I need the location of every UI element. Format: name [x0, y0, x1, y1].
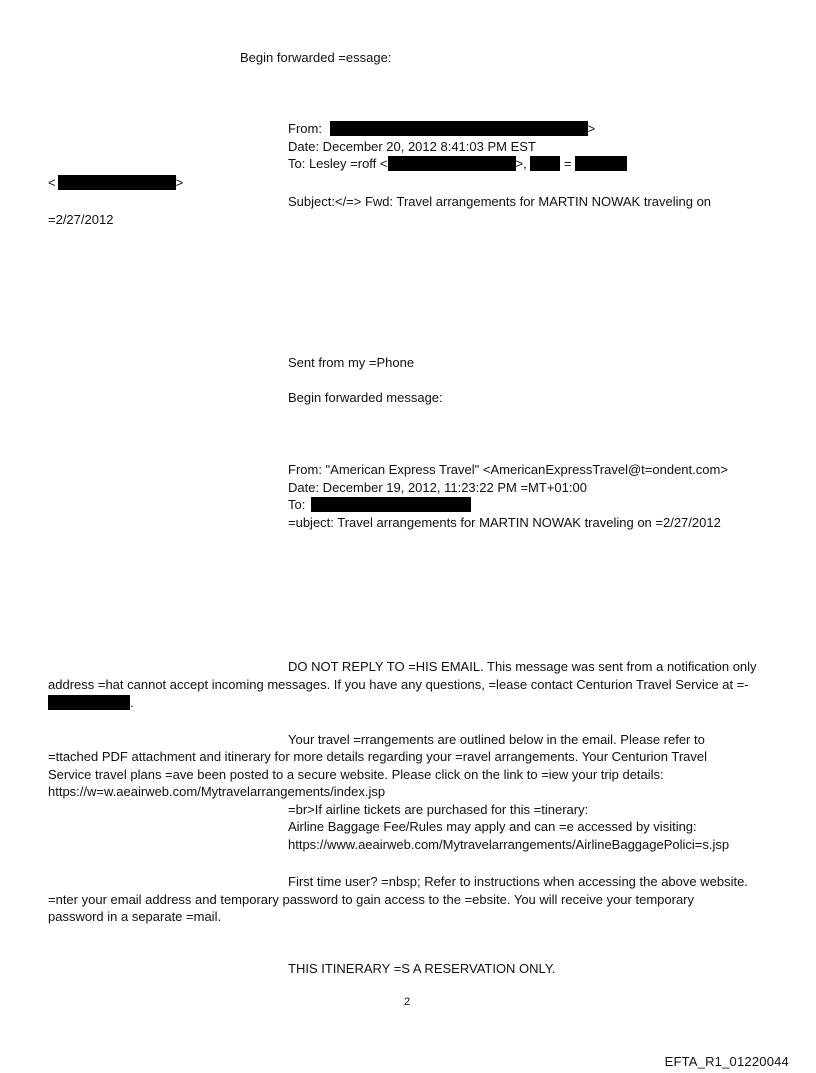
first-to-continuation [48, 175, 183, 191]
second-forward-header: Begin forwarded message: [288, 390, 443, 405]
redaction-bar [388, 156, 516, 171]
to-cont-close: > [175, 175, 184, 190]
first-date-line: Date: December 20, 2012 8:41:03 PM EST [288, 139, 536, 154]
body-line-6: Airline Baggage Fee/Rules may apply and can =e accessed by visiting: [288, 819, 697, 834]
to-cont-open: < [48, 175, 56, 190]
second-subject-line: =ubject: Travel arrangements for MARTIN NOWAK traveling on =2/27/2012 [288, 515, 721, 530]
notice-period: . [130, 695, 134, 710]
to-prefix: To: Lesley =roff < [288, 156, 388, 171]
document-id: EFTA_R1_01220044 [664, 1054, 789, 1069]
first-subject-continuation: =2/27/2012 [48, 212, 114, 227]
first-subject-line: Subject:</=> Fwd: Travel arrangements for MARTIN NOWAK traveling on [288, 194, 712, 209]
second-to-line [288, 497, 471, 513]
first-from-line [288, 121, 595, 137]
from-close: > [587, 121, 596, 136]
first-to-line [288, 156, 627, 172]
to-sep2: = [560, 156, 576, 171]
first-time-line-1: First time user? =nbsp; Refer to instructions when accessing the above website. [288, 874, 748, 889]
redaction-bar [48, 695, 130, 710]
from-label: From: [288, 121, 322, 136]
body-line-3: Service travel plans =ave been posted to a secure website. Please click on the link to =iew your trip details: [48, 767, 664, 782]
first-time-line-2: =nter your email address and temporary password to gain access to the =ebsite. You will receive your temporary [48, 892, 695, 907]
redaction-bar [58, 175, 176, 190]
body-link-index: https://w=w.aeairweb.com/Mytravelarrangements/index.jsp [48, 784, 386, 799]
forward-header: Begin forwarded =essage: [240, 50, 392, 65]
redaction-bar [575, 156, 627, 171]
sent-from-line: Sent from my =Phone [288, 355, 415, 370]
page-number: 2 [404, 996, 411, 1008]
to-sep1: >, [515, 156, 531, 171]
notice-line-3 [48, 695, 134, 711]
redaction-bar [530, 156, 560, 171]
body-link-baggage: https://www.aeairweb.com/Mytravelarrangements/AirlineBaggagePolici=s.jsp [288, 837, 730, 852]
itinerary-note: THIS ITINERARY =S A RESERVATION ONLY. [288, 961, 556, 976]
body-line-2: =ttached PDF attachment and itinerary for more details regarding your =ravel arrangements. Your Centurion Travel [48, 749, 708, 764]
second-date-line: Date: December 19, 2012, 11:23:22 PM =MT+01:00 [288, 480, 587, 495]
first-time-line-3: password in a separate =mail. [48, 909, 222, 924]
body-line-5: =br>If airline tickets are purchased for this =tinerary: [288, 802, 589, 817]
second-from-line: From: "American Express Travel" <AmericanExpressTravel@t=ondent.com> [288, 462, 728, 477]
to-label: To: [288, 497, 306, 512]
redaction-bar [330, 121, 588, 136]
notice-line-2: address =hat cannot accept incoming messages. If you have any questions, =lease contact Centurion Travel Service at =- [48, 677, 749, 692]
redaction-bar [311, 497, 471, 512]
body-line-1: Your travel =rrangements are outlined below in the email. Please refer to [288, 732, 705, 747]
notice-line-1: DO NOT REPLY TO =HIS EMAIL. This message was sent from a notification only [288, 659, 757, 674]
